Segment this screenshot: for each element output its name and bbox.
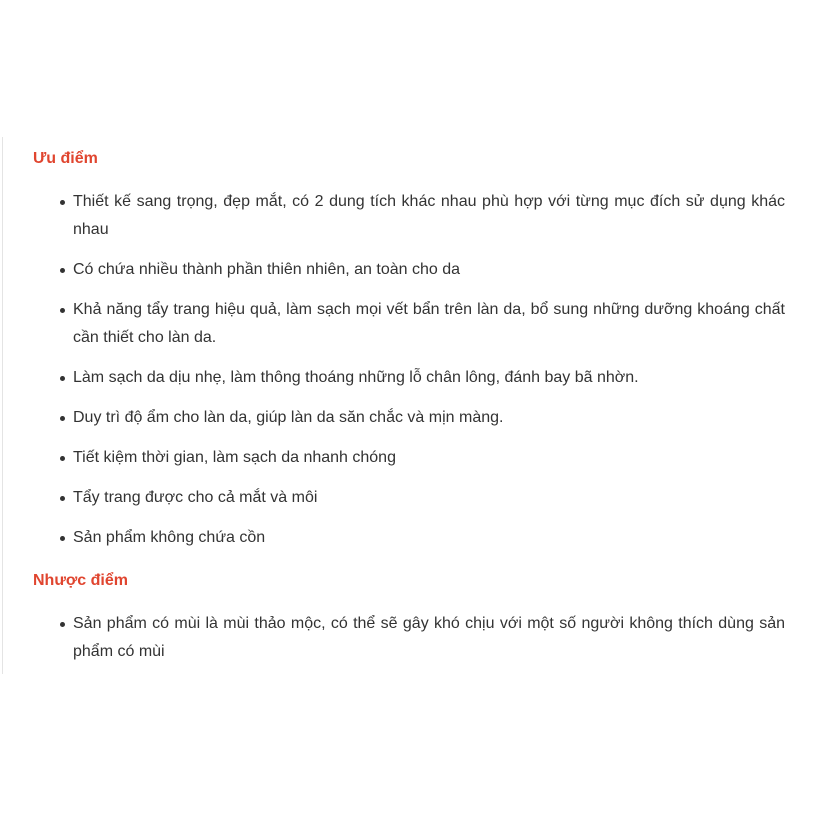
- bullet-icon: [60, 416, 65, 421]
- list-item-text: Tẩy trang được cho cả mắt và môi: [73, 489, 318, 506]
- bullet-icon: [60, 376, 65, 381]
- pros-heading: Ưu điểm: [33, 150, 98, 167]
- list-item-text: Làm sạch da dịu nhẹ, làm thông thoáng những lỗ chân lông, đánh bay bã nhờn.: [73, 369, 639, 386]
- list-item: [3, 484, 789, 512]
- bullet-icon: [60, 456, 65, 461]
- list-item-text: Khả năng tẩy trang hiệu quả, làm sạch mọi vết bẩn trên làn da, bổ sung những dưỡng khoáng chất cần thiết cho làn da.: [73, 301, 785, 346]
- cons-list: [3, 610, 789, 678]
- cons-heading: Nhược điểm: [33, 572, 128, 589]
- bullet-icon: [60, 268, 65, 273]
- list-item: [3, 364, 789, 392]
- list-item-text: Sản phẩm có mùi là mùi thảo mộc, có thể sẽ gây khó chịu với một số người không thích dùng sản phẩm có mùi: [73, 615, 785, 660]
- list-item-text: Tiết kiệm thời gian, làm sạch da nhanh chóng: [73, 449, 396, 466]
- bullet-icon: [60, 496, 65, 501]
- bullet-icon: [60, 536, 65, 541]
- pros-list: [3, 188, 789, 564]
- list-item-text: Thiết kế sang trọng, đẹp mắt, có 2 dung tích khác nhau phù hợp với từng mục đích sử dụng khác nhau: [73, 193, 785, 238]
- list-item: [3, 524, 789, 552]
- article-content: [2, 137, 788, 674]
- list-item: [3, 444, 789, 472]
- list-item: [3, 404, 789, 432]
- bullet-icon: [60, 622, 65, 627]
- list-item: [3, 188, 789, 244]
- bullet-icon: [60, 308, 65, 313]
- bullet-icon: [60, 200, 65, 205]
- list-item-text: Có chứa nhiều thành phần thiên nhiên, an toàn cho da: [73, 261, 461, 278]
- list-item-text: Duy trì độ ẩm cho làn da, giúp làn da săn chắc và mịn màng.: [73, 409, 504, 426]
- list-item-text: Sản phẩm không chứa cồn: [73, 529, 266, 546]
- list-item: [3, 256, 789, 284]
- list-item: [3, 296, 789, 352]
- list-item: [3, 610, 789, 666]
